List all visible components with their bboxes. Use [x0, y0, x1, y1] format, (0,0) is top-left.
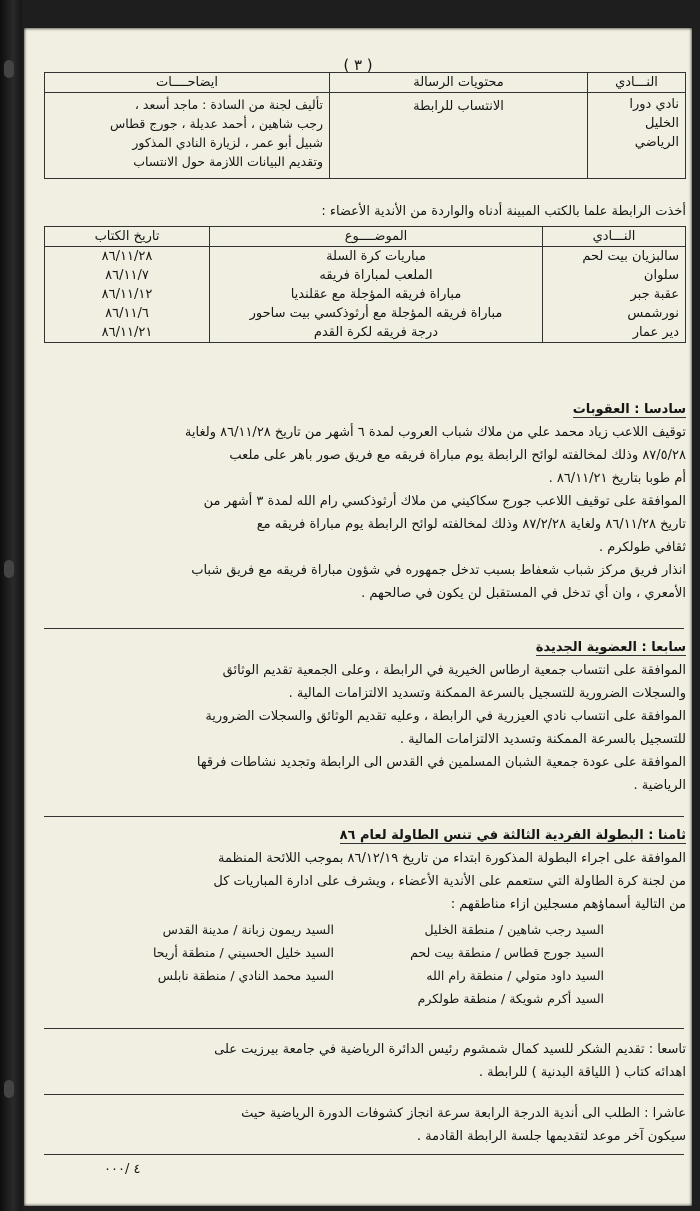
section-penalties: [44, 398, 686, 605]
section-table-tennis: [44, 824, 686, 916]
paragraph-line: ثقافي طولكرم .: [598, 540, 686, 555]
footer-code: ٤ /٠٠٠: [104, 1162, 141, 1177]
section-title: [44, 636, 686, 659]
table-row: [45, 304, 686, 323]
section-title: [44, 398, 686, 421]
row-club: عقبة جبر: [543, 285, 686, 304]
paragraph-line: الموافقة على اجراء البطولة المذكورة ابتداء من تاريخ ٨٦/١٢/١٩ بموجب اللائحة المنظمة: [217, 851, 686, 866]
row-club: سلوان: [543, 266, 686, 285]
club-line: الرياضي: [634, 135, 679, 150]
row-subject: الملعب لمباراة فريقه: [210, 266, 543, 285]
table1-header-notes: ايضاحــــات: [45, 73, 330, 93]
supervisor: السيد أكرم شويكة / منطقة طولكرم: [417, 991, 604, 1006]
table1-content-cell: الانتساب للرابطة: [330, 93, 588, 179]
paragraph-line: الأمعري ، وان أي تدخل في المستقبل لن يكون في صالحهم .: [361, 586, 686, 601]
row-date: ٨٦/١١/٢١: [45, 323, 210, 343]
row-date: ٨٦/١١/٢٨: [45, 247, 210, 267]
paragraph-line: من لجنة كرة الطاولة التي ستعمم على الأندية الأعضاء ، ويشرف على ادارة المباريات كل: [213, 874, 686, 889]
supervisor: السيد خليل الحسيني / منطقة أريحا: [152, 945, 334, 960]
paragraph-line: توقيف اللاعب زياد محمد علي من ملاك شباب العروب لمدة ٦ أشهر من تاريخ ٨٦/١١/٢٨ ولغاية: [184, 425, 686, 440]
table2-header-date: تاريخ الكتاب: [45, 227, 210, 247]
binder-ring: [4, 1080, 14, 1098]
supervisors-list: [84, 918, 604, 1010]
supervisor: السيد داود متولي / منطقة رام الله: [426, 968, 604, 983]
paragraph-line: الرياضية .: [633, 778, 686, 793]
paragraph-line: الموافقة على توقيف اللاعب جورج سكاكيني من ملاك أرثوذكسي رام الله لمدة ٣ أشهر من: [203, 494, 686, 509]
section-title-text: سابعا : العضوية الجديدة: [535, 640, 686, 655]
notes-line: تأليف لجنة من السادة : ماجد أسعد ،: [134, 97, 323, 112]
paragraph-line: الموافقة على انتساب نادي العيزرية في الرابطة ، وعليه تقديم الوثائق والسجلات الضرورية: [205, 709, 686, 724]
section-title-text: ثامنا : البطولة الفردية الثالثة في تنس الطاولة لعام ٨٦: [339, 828, 686, 843]
table-row: [45, 247, 686, 267]
list-item: [84, 918, 604, 941]
list-item: [84, 987, 604, 1010]
section-new-membership: [44, 636, 686, 797]
row-subject: مباراة فريقه المؤجلة مع عقلنديا: [210, 285, 543, 304]
paragraph-line: ٨٧/٥/٢٨ وذلك لمخالفته لوائح الرابطة يوم مباراة فريقه مع فريق صور باهر على ملعب: [229, 448, 686, 463]
club-letters-table: [44, 72, 686, 179]
supervisor: [84, 987, 334, 1010]
row-club: دير عمار: [543, 323, 686, 343]
notes-line: وتقديم البيانات اللازمة حول الانتساب: [133, 154, 323, 169]
row-date: ٨٦/١١/٧: [45, 266, 210, 285]
row-date: ٨٦/١١/٦: [45, 304, 210, 323]
paragraph-line: عاشرا : الطلب الى أندية الدرجة الرابعة سرعة انجاز كشوفات الدورة الرياضية حيث: [241, 1106, 686, 1121]
table1-club-cell: [588, 93, 686, 179]
section-divider: [44, 1028, 684, 1029]
row-club: نورشمس: [543, 304, 686, 323]
paragraph-line: من التالية أسماؤهم مسجلين ازاء مناطقهم :: [450, 897, 686, 912]
paragraph-line: تاريخ ٨٦/١١/٢٨ ولغاية ٨٧/٢/٢٨ وذلك لمخالفته لوائح الرابطة يوم مباراة فريقه مع: [256, 517, 686, 532]
table1-header-content: محتويات الرسالة: [330, 73, 588, 93]
row-subject: درجة فريقه لكرة القدم: [210, 323, 543, 343]
table-row: [45, 266, 686, 285]
section-thanks: [44, 1038, 686, 1084]
received-letters-table: [44, 226, 686, 343]
notes-line: رجب شاهين ، أحمد عديلة ، جورج قطاس: [110, 116, 323, 131]
section-fourth-division: [44, 1102, 686, 1148]
paragraph-line: أم طوبا بتاريخ ٨٦/١١/٢١ .: [548, 471, 686, 486]
notes-line: شبيل أبو عمر ، لزيارة النادي المذكور: [132, 135, 323, 150]
row-club: سالبزيان بيت لحم: [543, 247, 686, 267]
section-divider: [44, 816, 684, 817]
intro-text: أخذت الرابطة علما بالكتب المبينة أدناه والواردة من الأندية الأعضاء :: [321, 204, 686, 219]
table-row: [45, 323, 686, 343]
supervisor: السيد محمد النادي / منطقة نابلس: [157, 968, 334, 983]
section-title: [44, 824, 686, 847]
row-subject: مباراة فريقه المؤجلة مع أرثوذكسي بيت ساحور: [210, 304, 543, 323]
paragraph-line: انذار فريق مركز شباب شعفاط بسبب تدخل جمهوره في شؤون مباراة فريقه مع فريق شباب: [191, 563, 686, 578]
binder-spine: [0, 0, 22, 1211]
supervisor: السيد جورج قطاس / منطقة بيت لحم: [410, 945, 604, 960]
table1-header-club: النـــادي: [588, 73, 686, 93]
list-item: [84, 941, 604, 964]
table2-header-club: النـــادي: [543, 227, 686, 247]
row-date: ٨٦/١١/١٢: [45, 285, 210, 304]
paragraph-line: سيكون آخر موعد لتقديمها جلسة الرابطة القادمة .: [416, 1129, 686, 1144]
section-divider: [44, 628, 684, 629]
club-line: الخليل: [644, 116, 679, 131]
binder-ring: [4, 60, 14, 78]
section-title-text: سادسا : العقوبات: [572, 402, 686, 417]
document-page: [24, 28, 692, 1206]
list-item: [84, 964, 604, 987]
table1-notes-cell: [45, 93, 330, 179]
paragraph-line: للتسجيل بالسرعة الممكنة وتسديد الالتزامات المالية .: [399, 732, 686, 747]
paragraph-line: والسجلات الضرورية للتسجيل بالسرعة الممكنة وتسديد الالتزامات المالية .: [288, 686, 686, 701]
row-subject: مباريات كرة السلة: [210, 247, 543, 267]
supervisor: السيد ريمون زبانة / مدينة القدس: [162, 922, 334, 937]
supervisor: السيد رجب شاهين / منطقة الخليل: [424, 922, 604, 937]
table-row: [45, 285, 686, 304]
table2-header-subject: الموضــــوع: [210, 227, 543, 247]
paragraph-line: اهدائه كتاب ( اللياقة البدنية ) للرابطة .: [478, 1065, 686, 1080]
club-line: نادي دورا: [629, 97, 679, 112]
section-divider: [44, 1094, 684, 1095]
paragraph-line: الموافقة على عودة جمعية الشبان المسلمين في القدس الى الرابطة وتجديد نشاطات فرقها: [196, 755, 686, 770]
paragraph-line: تاسعا : تقديم الشكر للسيد كمال شمشوم رئيس الدائرة الرياضية في جامعة بيرزيت على: [214, 1042, 686, 1057]
binder-ring: [4, 560, 14, 578]
page-number: ( ٣ ): [343, 56, 373, 74]
section-divider: [44, 1154, 684, 1155]
paragraph-line: الموافقة على انتساب جمعية ارطاس الخيرية في الرابطة ، وعلى الجمعية تقديم الوثائق: [222, 663, 686, 678]
